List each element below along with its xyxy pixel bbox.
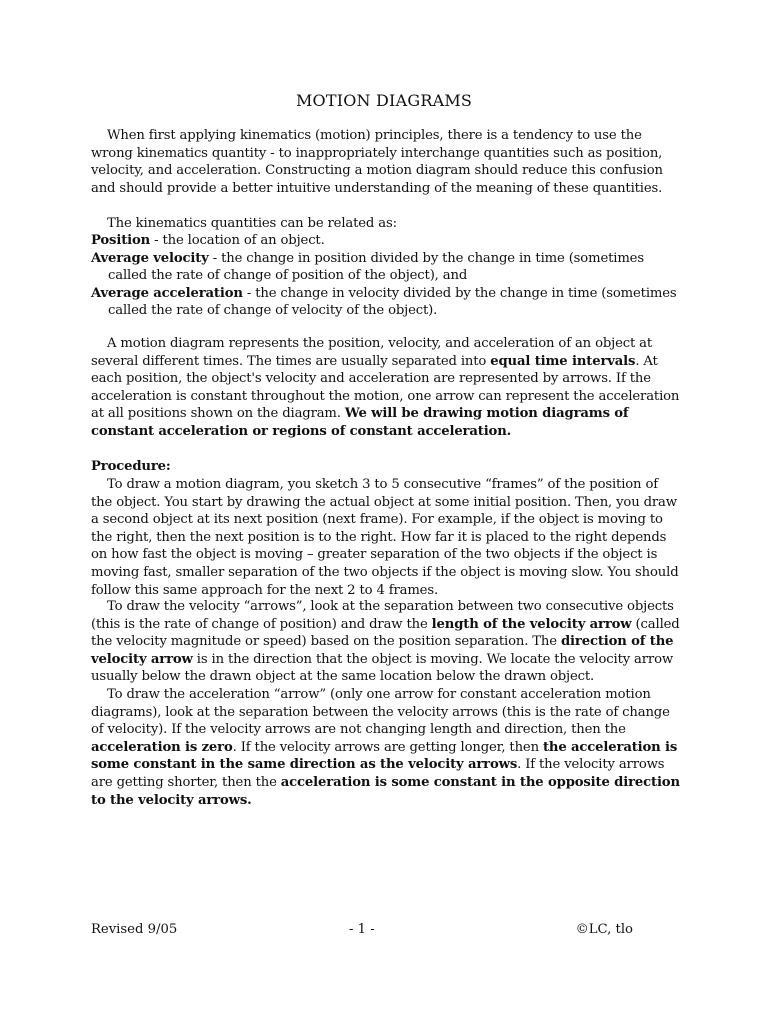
motion-diagram-paragraph: A motion diagram represents the position, velocity, and acceleration of an object at several different times. The times are usually separated into equal time intervals. At each position, the object's velocity and acceleration are represented by arrows. If the acceleration is constant throughout the motion, one arrow can represent the acceleration at all positions shown on the diagram. We will be drawing motion diagrams of constant acceleration or regions of constant acceleration. (91, 336, 680, 439)
definition-text: - the change in velocity divided by the change in time (sometimes called the rate of change of velocity of the object). (108, 285, 677, 319)
definitions-list (91, 232, 681, 320)
relation-intro: The kinematics quantities can be related as: (107, 216, 397, 231)
definition-term: Average acceleration (91, 285, 243, 301)
definition-text: - the location of an object. (150, 233, 325, 248)
revision-date: Revised 9/05 (91, 922, 178, 937)
procedure-paragraph-3: To draw the acceleration “arrow” (only one arrow for constant acceleration motion diagrams), look at the separation between the velocity arrows (this is the rate of change of velocity). If the velocity arrows are not changing length and direction, then the acceleration is zero. If the velocity arrows are getting longer, then the acceleration is some constant in the same direction as the velocity arrows. If the velocity arrows are getting shorter, then the acceleration is some constant in the opposite direction to the velocity arrows. (91, 687, 680, 808)
definition-term: Average velocity (91, 250, 209, 266)
definition-position (91, 232, 681, 250)
page-number: - 1 - (349, 922, 375, 937)
definition-text: - the change in position divided by the change in time (sometimes called the rate of change of position of the object), and (108, 250, 644, 284)
definition-average-acceleration (91, 285, 681, 320)
procedure-paragraph-1: To draw a motion diagram, you sketch 3 to 5 consecutive “frames” of the position of the object. You start by drawing the actual object at some initial position. Then, you draw a second object at its next position (next frame). For example, if the object is moving to the right, then the next position is to the right. How far it is placed to the right depends on how fast the object is moving – greater separation of the two objects if the object is moving fast, smaller separation of the two objects if the object is moving slow. You should follow this same approach for the next 2 to 4 frames. (91, 477, 679, 598)
procedure-paragraph-2: To draw the velocity “arrows”, look at the separation between two consecutive objects (this is the rate of change of position) and draw the length of the velocity arrow (called the velocity magnitude or speed) based on the position separation. The direction of the velocity arrow is in the direction that the object is moving. We locate the velocity arrow usually below the drawn object at the same location below the drawn object. (91, 599, 680, 685)
page-title: MOTION DIAGRAMS (295, 91, 473, 110)
procedure-heading: Procedure: (91, 459, 171, 474)
intro-paragraph: When first applying kinematics (motion) principles, there is a tendency to use the wrong kinematics quantity - to inappropriately interchange quantities such as position, velocity, and acceleration. Constructing a motion diagram should reduce this confusion and should provide a better intuitive understanding of the meaning of these quantities. (91, 128, 663, 196)
copyright: ©LC, tlo (575, 922, 633, 937)
definition-average-velocity (91, 250, 681, 285)
definition-term: Position (91, 233, 151, 248)
